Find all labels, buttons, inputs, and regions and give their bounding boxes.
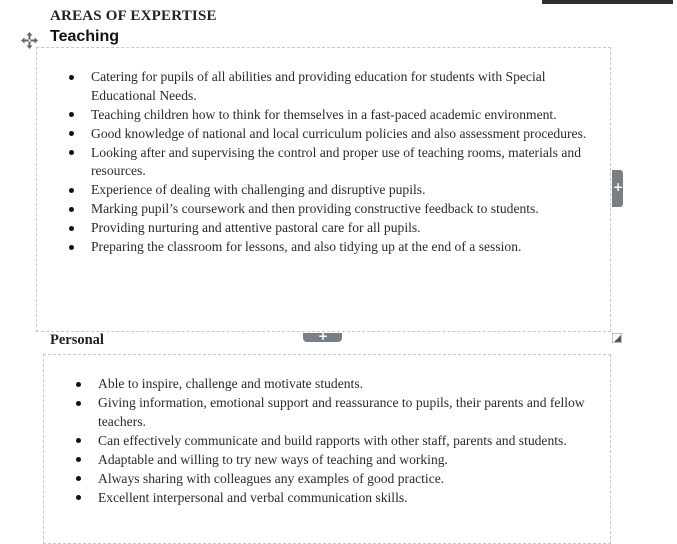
section-heading-teaching: Teaching — [50, 28, 120, 45]
plus-icon: + — [613, 180, 624, 194]
list-item: Able to inspire, challenge and motivate students. — [98, 375, 600, 394]
list-item: Adaptable and willing to try new ways of teaching and working. — [98, 451, 600, 470]
list-item: Looking after and supervising the control and proper use of teaching rooms, materials and resources. — [91, 144, 599, 181]
list-item: Providing nurturing and attentive pastoral care for all pupils. — [91, 219, 599, 238]
table-resize-icon[interactable] — [612, 333, 622, 343]
list-item: Experience of dealing with challenging and disruptive pupils. — [91, 181, 599, 200]
personal-table-cell[interactable] — [43, 354, 611, 544]
list-item: Good knowledge of national and local curriculum policies and also assessment procedures. — [91, 125, 599, 144]
section-heading-personal: Personal — [50, 332, 104, 348]
teaching-list — [91, 68, 599, 257]
add-column-button[interactable] — [612, 170, 623, 207]
personal-list — [98, 375, 600, 508]
page-title: AREAS OF EXPERTISE — [50, 8, 217, 24]
list-item: Catering for pupils of all abilities and providing education for students with Special Educational Needs. — [91, 68, 599, 105]
list-item: Excellent interpersonal and verbal communication skills. — [98, 489, 600, 508]
list-item: Marking pupil’s coursework and then providing constructive feedback to students. — [91, 200, 599, 219]
list-item: Can effectively communicate and build rapports with other staff, parents and students. — [98, 432, 600, 451]
list-item: Preparing the classroom for lessons, and also tidying up at the end of a session. — [91, 238, 599, 257]
top-dark-strip — [542, 0, 673, 4]
teaching-table-cell[interactable] — [36, 47, 611, 332]
list-item: Always sharing with colleagues any examples of good practice. — [98, 470, 600, 489]
list-item: Giving information, emotional support and reassurance to pupils, their parents and fellow teachers. — [98, 394, 600, 431]
list-item: Teaching children how to think for themselves in a fast-paced academic environment. — [91, 106, 599, 125]
plus-icon: + — [318, 329, 329, 343]
add-row-button[interactable] — [303, 329, 342, 343]
